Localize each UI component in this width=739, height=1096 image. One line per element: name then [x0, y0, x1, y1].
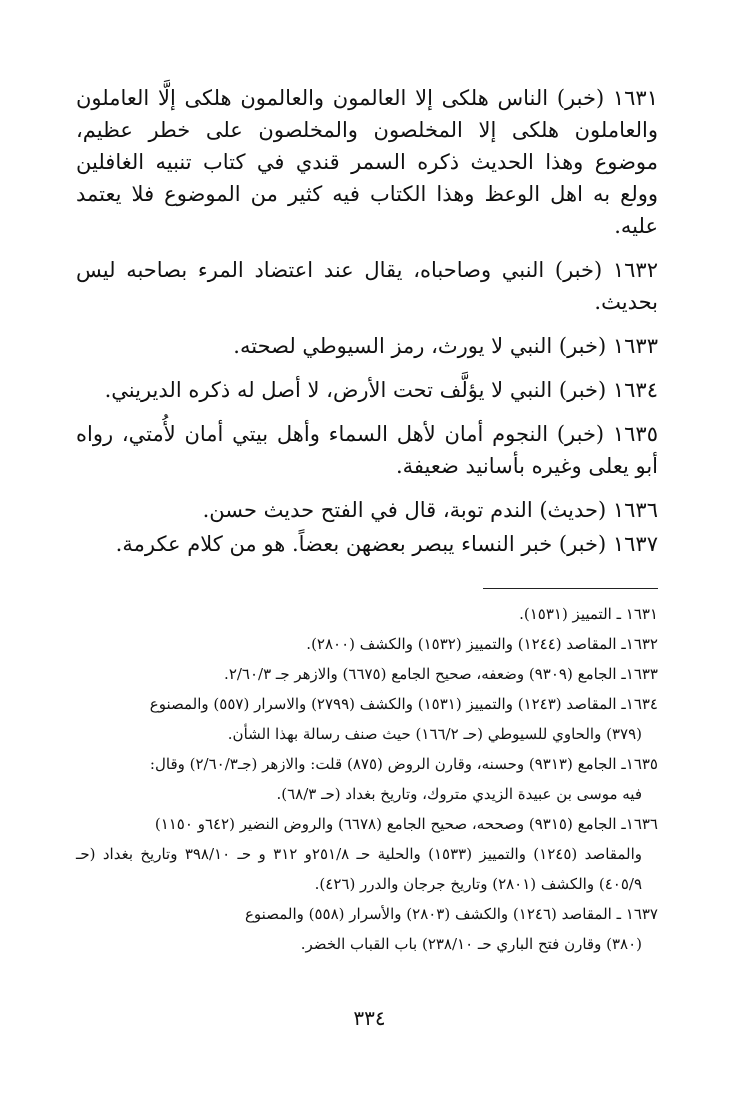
footnote-text: ١٦٣٢ـ المقاصد (١٢٤٤) والتمييز (١٥٣٢) والكشف (٢٨٠٠).	[306, 635, 658, 653]
footnote-text: ١٦٣٣ـ الجامع (٩٣٠٩) وضعفه، صحيح الجامع (٦٦٧٥) والازهر جـ ٢/٦٠/٣.	[224, 665, 658, 683]
entry-1634: ١٦٣٤ (خبر) النبي لا يؤلَّف تحت الأرض، لا أصل له ذكره الديريني.	[104, 378, 658, 402]
footnote-text: ١٦٣٦ـ الجامع (٩٣١٥) وصححه، صحيح الجامع (٦٦٧٨) والروض النضير (٦٤٢و ١١٥٠)	[154, 815, 658, 833]
footnote-continuation: (٣٧٩) والحاوي للسيوطي (حـ ١٦٦/٢) حيث صنف رسالة بهذا الشأن.	[227, 725, 642, 743]
footnote-1637	[76, 899, 658, 959]
footnote-1636	[76, 809, 658, 899]
entry-1631: ١٦٣١ (خبر) الناس هلكى إلا العالمون والعالمون هلكى إلَّا العاملون والعاملون هلكى إلا المخلصون والمخلصون على خطر عظيم، موضوع وهذا الحديث ذكره السمر قندي في كتاب تنبيه الغافلين وولع به اهل الوعظ وهذا الكتاب فيه كثير من الموضوع فلا يعتمد عليه.	[76, 86, 658, 238]
footnote-1631	[76, 599, 658, 629]
footnotes	[76, 599, 658, 959]
footnote-continuation: فيه موسى بن عبيدة الزيدي متروك، وتاريخ بغداد (حـ ٦٨/٣).	[276, 785, 642, 803]
footnote-text: ١٦٣٥ـ الجامع (٩٣١٣) وحسنه، وقارن الروض (٨٧٥) قلت: والازهر (جـ٢/٦٠/٣) وقال:	[149, 755, 658, 773]
footnote-1632	[76, 629, 658, 659]
footnote-text: ١٦٣٧ ـ المقاصد (١٢٤٦) والكشف (٢٨٠٣) والأسرار (٥٥٨) والمصنوع	[244, 905, 658, 923]
footnote-1633	[76, 659, 658, 689]
entry-1635: ١٦٣٥ (خبر) النجوم أمان لأهل السماء وأهل بيتي أمان لأُمتي، رواه أبو يعلى وغيره بأسانيد ضعيفة.	[76, 422, 658, 478]
footnote-text: ١٦٣١ ـ التمييز (١٥٣١).	[519, 605, 658, 623]
entry-1633: ١٦٣٣ (خبر) النبي لا يورث، رمز السيوطي لصحته.	[233, 334, 658, 358]
footnote-continuation: (٣٨٠) وقارن فتح الباري حـ ٢٣٨/١٠) باب القباب الخضر.	[300, 935, 642, 953]
footnote-1634	[76, 689, 658, 749]
entry-1632: ١٦٣٢ (خبر) النبي وصاحباه، يقال عند اعتضاد المرء بصاحبه ليس بحديث.	[76, 258, 658, 314]
footnote-1635	[76, 749, 658, 809]
page-number: ٣٣٤	[353, 1006, 386, 1030]
page-body	[76, 82, 658, 959]
entry-1637: ١٦٣٧ (خبر) خبر النساء يبصر بعضهن بعضاً. هو من كلام عكرمة.	[115, 532, 658, 556]
footnote-text: ١٦٣٤ـ المقاصد (١٢٤٣) والتمييز (١٥٣١) والكشف (٢٧٩٩) والاسرار (٥٥٧) والمصنوع	[149, 695, 658, 713]
footnote-separator	[483, 588, 658, 589]
footnote-continuation: والمقاصد (١٢٤٥) والتمييز (١٥٣٣) والحلية حـ ٢٥١/٨و ٣١٢ و حـ ٣٩٨/١٠ وتاريخ بغداد (حـ ٤٠٥/٩) والكشف (٢٨٠١) وتاريخ جرجان والدرر (٤٢٦).	[76, 845, 643, 893]
entry-1636: ١٦٣٦ (حديث) الندم توبة، قال في الفتح حديث حسن.	[202, 498, 658, 522]
